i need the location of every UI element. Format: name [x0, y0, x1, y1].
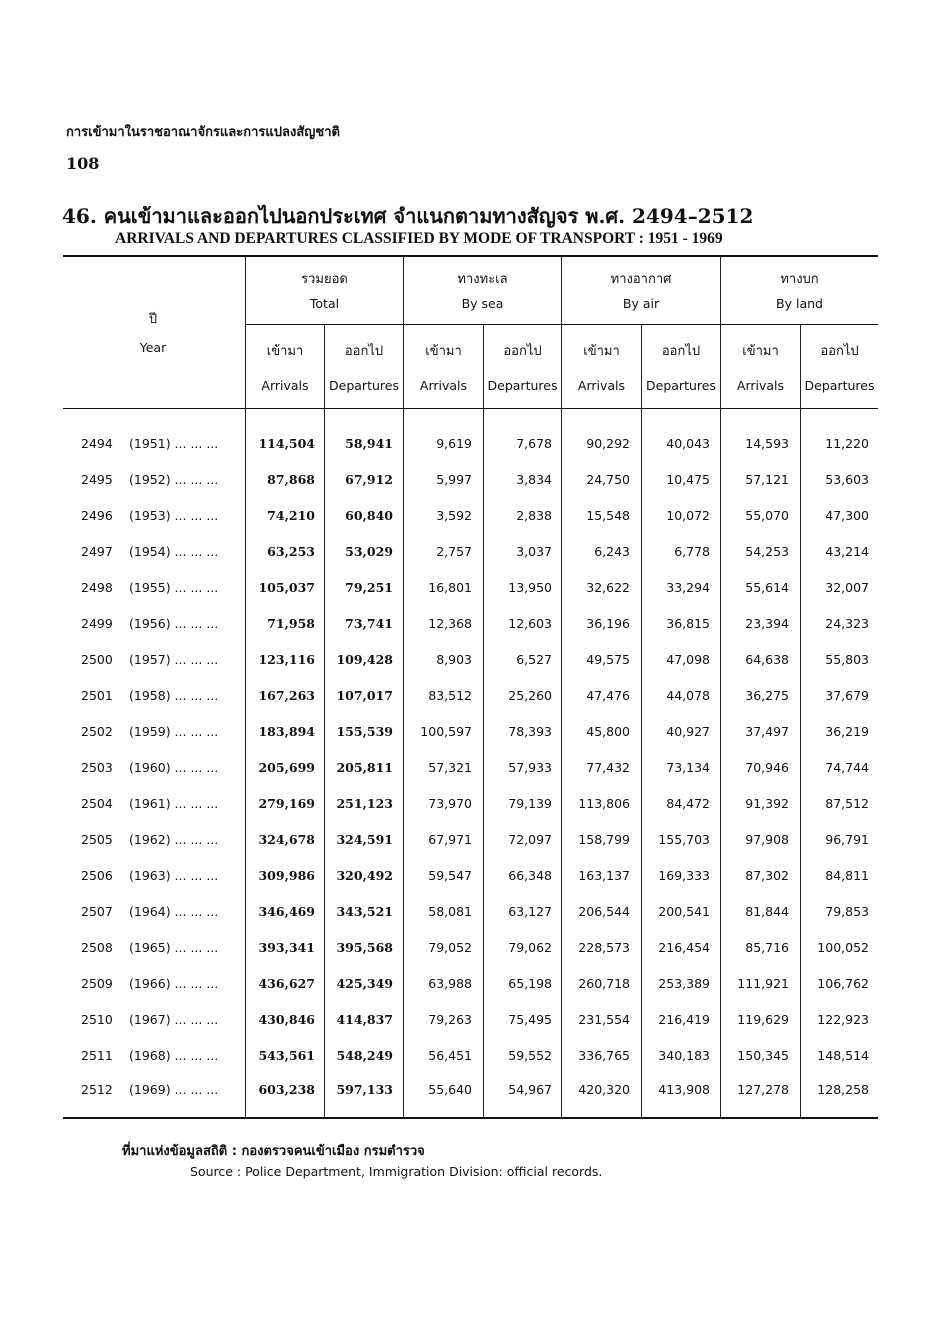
cell-land-arrivals: 57,121 — [745, 472, 789, 487]
group-header-sea-thai: ทางทะเล — [457, 272, 508, 287]
cell-air-arrivals: 158,799 — [578, 832, 630, 847]
year-be: 2512 — [81, 1082, 113, 1097]
cell-sea-departures: 79,062 — [508, 940, 552, 955]
cell-sea-departures: 79,139 — [508, 796, 552, 811]
cell-air-departures: 40,927 — [666, 724, 710, 739]
year-ad: (1956) ... — [129, 614, 218, 634]
cell-sea-arrivals: 56,451 — [428, 1048, 472, 1063]
group-header-land: By land — [776, 296, 823, 311]
table-row — [63, 1080, 878, 1100]
cell-sea-departures: 63,127 — [508, 904, 552, 919]
year-ad: (1964) ... — [129, 902, 218, 922]
cell-air-departures: 33,294 — [666, 580, 710, 595]
cell-total-arrivals: 63,253 — [267, 544, 315, 559]
year-ad: (1958) ... — [129, 686, 218, 706]
table-row — [63, 470, 878, 490]
statistics-table — [63, 255, 878, 1121]
cell-sea-arrivals: 55,640 — [428, 1082, 472, 1097]
year-be: 2501 — [81, 688, 113, 703]
cell-land-departures: 24,323 — [825, 616, 869, 631]
cell-land-departures: 84,811 — [825, 868, 869, 883]
cell-sea-departures: 65,198 — [508, 976, 552, 991]
cell-total-arrivals: 71,958 — [267, 616, 315, 631]
year-be: 2505 — [81, 832, 113, 847]
subheader-total-departures: Departures — [329, 378, 399, 393]
cell-land-arrivals: 23,394 — [745, 616, 789, 631]
cell-sea-arrivals: 5,997 — [436, 472, 472, 487]
year-be: 2509 — [81, 976, 113, 991]
cell-total-departures: 79,251 — [345, 580, 393, 595]
cell-total-departures: 67,912 — [345, 472, 393, 487]
cell-air-departures: 73,134 — [666, 760, 710, 775]
cell-land-arrivals: 64,638 — [745, 652, 789, 667]
cell-land-departures: 96,791 — [825, 832, 869, 847]
cell-total-arrivals: 279,169 — [258, 796, 315, 811]
cell-sea-arrivals: 59,547 — [428, 868, 472, 883]
subheader-land-departures: Departures — [804, 378, 875, 393]
running-head: การเข้ามาในราชอาณาจักรและการแปลงสัญชาติ — [66, 125, 340, 140]
cell-air-arrivals: 32,622 — [586, 580, 630, 595]
cell-total-arrivals: 74,210 — [267, 508, 315, 523]
group-underline-rule — [246, 324, 878, 325]
cell-sea-arrivals: 79,263 — [428, 1012, 472, 1027]
cell-total-arrivals: 205,699 — [258, 760, 315, 775]
year-ad: (1963) ... — [129, 866, 218, 886]
group-header-air: By air — [622, 296, 660, 311]
cell-sea-arrivals: 83,512 — [428, 688, 472, 703]
cell-land-departures: 11,220 — [825, 436, 869, 451]
cell-air-departures: 44,078 — [666, 688, 710, 703]
subheader-air-departures: Departures — [646, 378, 716, 393]
cell-land-departures: 47,300 — [825, 508, 869, 523]
year-be: 2498 — [81, 580, 113, 595]
cell-sea-arrivals: 9,619 — [436, 436, 472, 451]
cell-land-departures: 55,803 — [825, 652, 869, 667]
group-header-sea: By sea — [461, 296, 504, 311]
cell-air-arrivals: 231,554 — [578, 1012, 630, 1027]
subheader-total-departures-thai: ออกไป — [344, 344, 384, 359]
cell-total-arrivals: 114,504 — [258, 436, 315, 451]
subheader-total-arrivals-thai: เข้ามา — [266, 344, 304, 359]
cell-total-departures: 414,837 — [336, 1012, 393, 1027]
cell-total-arrivals: 324,678 — [258, 832, 315, 847]
year-be: 2504 — [81, 796, 113, 811]
cell-sea-departures: 78,393 — [508, 724, 552, 739]
table-row — [63, 722, 878, 742]
cell-total-arrivals: 105,037 — [258, 580, 315, 595]
cell-air-departures: 169,333 — [658, 868, 710, 883]
cell-total-departures: 155,539 — [336, 724, 393, 739]
page-number: 108 — [66, 154, 100, 173]
cell-land-arrivals: 70,946 — [745, 760, 789, 775]
year-ad: (1961) ... — [129, 794, 218, 814]
source-note-thai: ที่มาแห่งข้อมูลสถิติ : กองตรวจคนเข้าเมือง กรมตำรวจ — [122, 1144, 425, 1159]
cell-sea-arrivals: 73,970 — [428, 796, 472, 811]
group-header-land-thai: ทางบก — [780, 272, 819, 287]
cell-air-arrivals: 6,243 — [594, 544, 630, 559]
year-be: 2507 — [81, 904, 113, 919]
cell-air-arrivals: 113,806 — [578, 796, 630, 811]
year-be: 2500 — [81, 652, 113, 667]
cell-air-departures: 10,072 — [666, 508, 710, 523]
year-be: 2508 — [81, 940, 113, 955]
year-ad: (1967) ... — [129, 1010, 218, 1030]
cell-total-arrivals: 603,238 — [258, 1082, 315, 1097]
year-be: 2510 — [81, 1012, 113, 1027]
cell-land-departures: 53,603 — [825, 472, 869, 487]
cell-total-departures: 58,941 — [345, 436, 393, 451]
cell-air-departures: 47,098 — [666, 652, 710, 667]
cell-land-departures: 100,052 — [817, 940, 869, 955]
cell-air-arrivals: 36,196 — [586, 616, 630, 631]
cell-air-arrivals: 420,320 — [578, 1082, 630, 1097]
year-be: 2503 — [81, 760, 113, 775]
cell-land-arrivals: 150,345 — [737, 1048, 789, 1063]
cell-total-departures: 205,811 — [336, 760, 393, 775]
table-row — [63, 758, 878, 778]
cell-sea-arrivals: 57,321 — [428, 760, 472, 775]
cell-total-departures: 548,249 — [336, 1048, 393, 1063]
cell-land-departures: 122,923 — [817, 1012, 869, 1027]
cell-air-departures: 6,778 — [674, 544, 710, 559]
cell-total-departures: 395,568 — [336, 940, 393, 955]
cell-sea-arrivals: 67,971 — [428, 832, 472, 847]
cell-air-departures: 340,183 — [658, 1048, 710, 1063]
cell-air-arrivals: 228,573 — [578, 940, 630, 955]
cell-sea-arrivals: 16,801 — [428, 580, 472, 595]
cell-total-arrivals: 183,894 — [258, 724, 315, 739]
table-row — [63, 434, 878, 454]
cell-air-departures: 216,419 — [658, 1012, 710, 1027]
table-row — [63, 686, 878, 706]
group-header-total: Total — [309, 296, 340, 311]
cell-sea-arrivals: 58,081 — [428, 904, 472, 919]
year-be: 2502 — [81, 724, 113, 739]
year-be: 2511 — [81, 1048, 113, 1063]
subheader-land-arrivals: Arrivals — [736, 378, 785, 393]
year-header-english: Year — [139, 340, 167, 355]
cell-total-arrivals: 123,116 — [258, 652, 315, 667]
cell-sea-departures: 13,950 — [508, 580, 552, 595]
table-top-rule — [63, 255, 878, 257]
group-header-total-thai: รวมยอด — [301, 272, 348, 287]
cell-total-departures: 73,741 — [345, 616, 393, 631]
year-ad: (1959) ... — [129, 722, 218, 742]
year-be: 2497 — [81, 544, 113, 559]
cell-air-departures: 155,703 — [658, 832, 710, 847]
year-be: 2496 — [81, 508, 113, 523]
cell-land-arrivals: 91,392 — [745, 796, 789, 811]
table-row — [63, 794, 878, 814]
cell-total-departures: 109,428 — [336, 652, 393, 667]
year-ad: (1965) ... — [129, 938, 218, 958]
cell-total-arrivals: 436,627 — [258, 976, 315, 991]
cell-sea-departures: 6,527 — [516, 652, 552, 667]
cell-sea-departures: 66,348 — [508, 868, 552, 883]
cell-land-arrivals: 14,593 — [745, 436, 789, 451]
cell-land-arrivals: 55,614 — [745, 580, 789, 595]
table-row — [63, 1010, 878, 1030]
year-ad: (1955) ... — [129, 578, 218, 598]
cell-air-departures: 40,043 — [666, 436, 710, 451]
cell-air-arrivals: 90,292 — [586, 436, 630, 451]
cell-total-departures: 60,840 — [345, 508, 393, 523]
cell-land-arrivals: 55,070 — [745, 508, 789, 523]
cell-land-departures: 106,762 — [817, 976, 869, 991]
cell-land-departures: 37,679 — [825, 688, 869, 703]
cell-sea-departures: 75,495 — [508, 1012, 552, 1027]
table-row — [63, 902, 878, 922]
cell-total-departures: 107,017 — [336, 688, 393, 703]
table-row — [63, 974, 878, 994]
cell-land-departures: 74,744 — [825, 760, 869, 775]
cell-air-departures: 84,472 — [666, 796, 710, 811]
year-ad: (1960) ... — [129, 758, 218, 778]
table-row — [63, 542, 878, 562]
cell-air-arrivals: 45,800 — [586, 724, 630, 739]
cell-air-arrivals: 15,548 — [586, 508, 630, 523]
cell-total-arrivals: 543,561 — [258, 1048, 315, 1063]
cell-air-arrivals: 49,575 — [586, 652, 630, 667]
cell-sea-departures: 3,834 — [516, 472, 552, 487]
table-title-thai: 46. คนเข้ามาและออกไปนอกประเทศ จำแนกตามทางสัญจร พ.ศ. 2494–2512 — [62, 204, 754, 228]
cell-air-departures: 413,908 — [658, 1082, 710, 1097]
header-bottom-rule — [63, 408, 878, 409]
cell-sea-arrivals: 63,988 — [428, 976, 472, 991]
cell-land-departures: 128,258 — [817, 1082, 869, 1097]
cell-total-departures: 597,133 — [336, 1082, 393, 1097]
cell-sea-departures: 25,260 — [508, 688, 552, 703]
cell-air-departures: 216,454 — [658, 940, 710, 955]
year-ad: (1952) ... — [129, 470, 218, 490]
cell-land-arrivals: 127,278 — [737, 1082, 789, 1097]
cell-total-departures: 425,349 — [336, 976, 393, 991]
year-ad: (1969) ... — [129, 1080, 218, 1100]
cell-sea-arrivals: 2,757 — [436, 544, 472, 559]
cell-total-arrivals: 393,341 — [258, 940, 315, 955]
subheader-sea-departures-thai: ออกไป — [503, 344, 542, 359]
subheader-air-arrivals: Arrivals — [577, 378, 626, 393]
cell-land-arrivals: 81,844 — [745, 904, 789, 919]
table-row — [63, 650, 878, 670]
subheader-air-arrivals-thai: เข้ามา — [583, 344, 620, 359]
cell-land-departures: 36,219 — [825, 724, 869, 739]
cell-land-arrivals: 85,716 — [745, 940, 789, 955]
cell-sea-arrivals: 12,368 — [428, 616, 472, 631]
source-note-english: Source : Police Department, Immigration Division: official records. — [190, 1164, 603, 1179]
table-row — [63, 1046, 878, 1066]
cell-air-arrivals: 163,137 — [578, 868, 630, 883]
cell-sea-departures: 54,967 — [508, 1082, 552, 1097]
group-header-air-thai: ทางอากาศ — [610, 272, 672, 287]
subheader-sea-departures: Departures — [487, 378, 558, 393]
year-be: 2494 — [81, 436, 113, 451]
cell-land-arrivals: 37,497 — [745, 724, 789, 739]
cell-air-arrivals: 260,718 — [578, 976, 630, 991]
cell-sea-departures: 3,037 — [516, 544, 552, 559]
cell-sea-departures: 59,552 — [508, 1048, 552, 1063]
year-ad: (1957) ... — [129, 650, 218, 670]
cell-air-departures: 36,815 — [666, 616, 710, 631]
cell-total-departures: 320,492 — [336, 868, 393, 883]
year-ad: (1968) ... — [129, 1046, 218, 1066]
cell-air-arrivals: 336,765 — [578, 1048, 630, 1063]
cell-air-departures: 253,389 — [658, 976, 710, 991]
cell-sea-departures: 7,678 — [516, 436, 552, 451]
cell-land-arrivals: 97,908 — [745, 832, 789, 847]
cell-air-arrivals: 47,476 — [586, 688, 630, 703]
year-header-thai: ปี — [148, 312, 158, 327]
cell-land-arrivals: 36,275 — [745, 688, 789, 703]
cell-air-departures: 10,475 — [666, 472, 710, 487]
table-row — [63, 938, 878, 958]
table-row — [63, 506, 878, 526]
table-title-english: ARRIVALS AND DEPARTURES CLASSIFIED BY MODE OF TRANSPORT : 1951 - 1969 — [115, 230, 723, 247]
table-row — [63, 830, 878, 850]
cell-sea-departures: 2,838 — [516, 508, 552, 523]
cell-total-arrivals: 167,263 — [258, 688, 315, 703]
cell-total-departures: 53,029 — [345, 544, 393, 559]
cell-land-arrivals: 111,921 — [737, 976, 789, 991]
cell-land-departures: 87,512 — [825, 796, 869, 811]
cell-sea-departures: 12,603 — [508, 616, 552, 631]
cell-land-departures: 43,214 — [825, 544, 869, 559]
cell-total-arrivals: 346,469 — [258, 904, 315, 919]
cell-sea-departures: 72,097 — [508, 832, 552, 847]
cell-total-departures: 251,123 — [336, 796, 393, 811]
cell-sea-arrivals: 3,592 — [436, 508, 472, 523]
cell-land-departures: 32,007 — [825, 580, 869, 595]
cell-land-departures: 79,853 — [825, 904, 869, 919]
cell-land-arrivals: 87,302 — [745, 868, 789, 883]
table-row — [63, 866, 878, 886]
cell-sea-arrivals: 79,052 — [428, 940, 472, 955]
subheader-sea-arrivals-thai: เข้ามา — [425, 344, 462, 359]
table-row — [63, 578, 878, 598]
year-be: 2506 — [81, 868, 113, 883]
year-ad: (1966) ... — [129, 974, 218, 994]
year-be: 2499 — [81, 616, 113, 631]
cell-air-arrivals: 77,432 — [586, 760, 630, 775]
cell-total-arrivals: 309,986 — [258, 868, 315, 883]
table-bottom-rule — [63, 1117, 878, 1119]
cell-sea-arrivals: 100,597 — [420, 724, 472, 739]
year-ad: (1951) ... — [129, 434, 218, 454]
year-ad: (1953) ... — [129, 506, 218, 526]
cell-land-arrivals: 54,253 — [745, 544, 789, 559]
subheader-land-departures-thai: ออกไป — [820, 344, 859, 359]
year-ad: (1962) ... — [129, 830, 218, 850]
cell-sea-departures: 57,933 — [508, 760, 552, 775]
table-row — [63, 614, 878, 634]
subheader-sea-arrivals: Arrivals — [419, 378, 468, 393]
cell-total-departures: 324,591 — [336, 832, 393, 847]
cell-land-departures: 148,514 — [817, 1048, 869, 1063]
cell-air-arrivals: 206,544 — [578, 904, 630, 919]
cell-sea-arrivals: 8,903 — [436, 652, 472, 667]
subheader-land-arrivals-thai: เข้ามา — [742, 344, 779, 359]
cell-total-arrivals: 87,868 — [267, 472, 315, 487]
cell-total-departures: 343,521 — [336, 904, 393, 919]
subheader-air-departures-thai: ออกไป — [661, 344, 701, 359]
year-be: 2495 — [81, 472, 113, 487]
year-ad: (1954) ... — [129, 542, 218, 562]
cell-air-departures: 200,541 — [658, 904, 710, 919]
cell-air-arrivals: 24,750 — [586, 472, 630, 487]
subheader-total-arrivals: Arrivals — [261, 378, 309, 393]
cell-land-arrivals: 119,629 — [737, 1012, 789, 1027]
cell-total-arrivals: 430,846 — [258, 1012, 315, 1027]
